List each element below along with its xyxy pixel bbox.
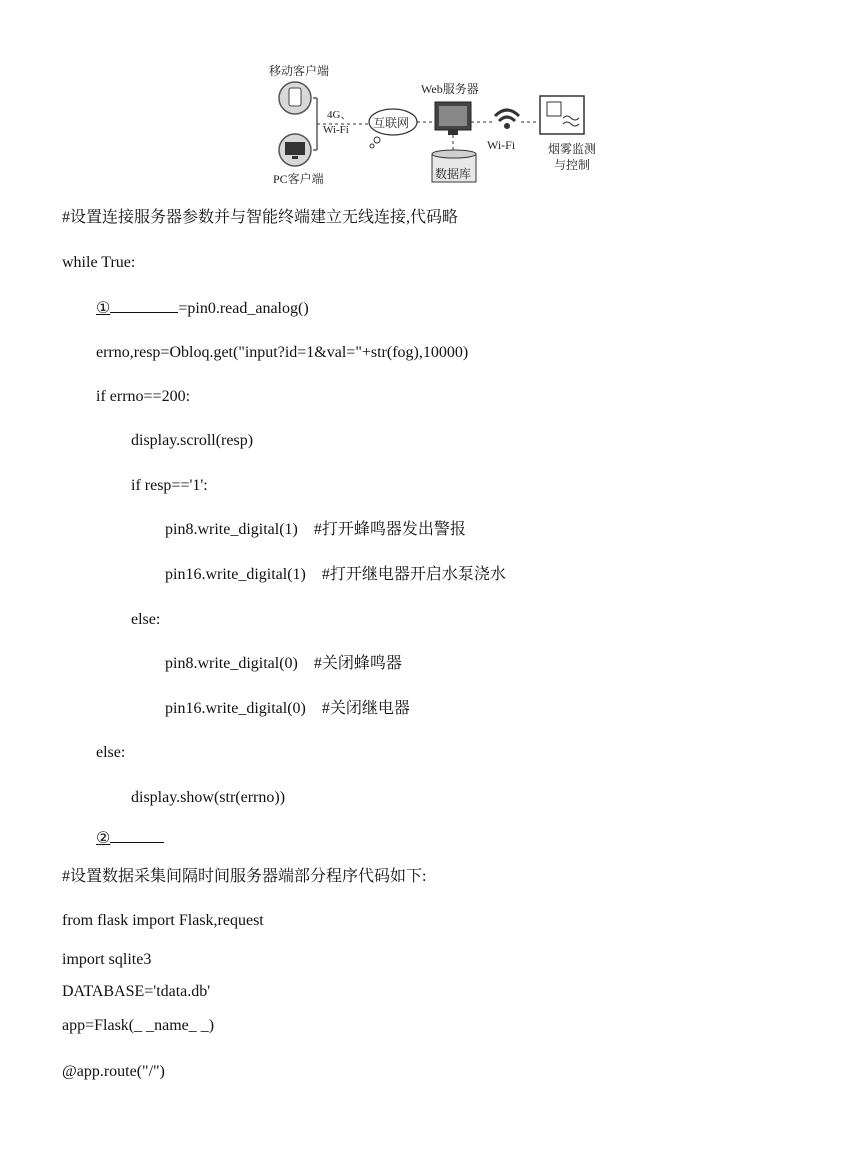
blank-underline-1 — [110, 298, 178, 313]
code-line-rest: =pin0.read_analog() — [178, 300, 309, 317]
pc-client-label: PC客户端 — [273, 172, 324, 186]
mobile-client-label: 移动客户端 — [269, 64, 330, 78]
code-line: app=Flask(_ _name_ _) — [62, 1017, 215, 1034]
internet-label: 互联网 — [373, 116, 410, 130]
code-line-blank-1 — [96, 298, 309, 319]
code-line: while True: — [62, 254, 136, 271]
link-wifi-label: Wi-Fi — [323, 124, 349, 136]
blank-underline-2 — [110, 828, 164, 843]
code-line: errno,resp=Obloq.get("input?id=1&val="+str(fog),10000) — [96, 344, 469, 361]
database-label: 数据库 — [435, 167, 472, 181]
blank-marker-2: ② — [96, 830, 111, 847]
code-line: DATABASE='tdata.db' — [62, 983, 211, 1000]
terminal-label-1: 烟雾监测 — [548, 142, 597, 156]
terminal-label-2: 与控制 — [554, 158, 591, 172]
phone-icon — [289, 88, 301, 106]
code-line: if resp=='1': — [131, 477, 208, 494]
web-server-label: Web服务器 — [421, 82, 479, 96]
comment-line: #设置数据采集间隔时间服务器端部分程序代码如下: — [62, 868, 427, 885]
code-line: pin8.write_digital(0) #关闭蜂鸣器 — [165, 655, 402, 672]
code-line-blank-2 — [96, 828, 164, 849]
code-line: else: — [131, 611, 161, 628]
code-line: display.show(str(errno)) — [131, 789, 286, 806]
code-line: pin16.write_digital(0) #关闭继电器 — [165, 700, 410, 717]
code-line: display.scroll(resp) — [131, 432, 254, 449]
code-line: import sqlite3 — [62, 951, 152, 968]
link-4g-label: 4G、 — [327, 109, 352, 121]
code-line: pin8.write_digital(1) #打开蜂鸣器发出警报 — [165, 521, 466, 538]
code-line: @app.route("/") — [62, 1063, 165, 1080]
blank-marker-1: ① — [96, 300, 111, 317]
code-line: from flask import Flask,request — [62, 912, 264, 929]
code-line: if errno==200: — [96, 388, 191, 405]
monitor-icon — [285, 142, 305, 155]
network-diagram — [265, 58, 595, 188]
comment-line: #设置连接服务器参数并与智能终端建立无线连接,代码略 — [62, 209, 459, 226]
wifi-icon — [495, 110, 519, 129]
wifi-label: Wi-Fi — [487, 138, 516, 152]
code-line: else: — [96, 744, 126, 761]
code-line: pin16.write_digital(1) #打开继电器开启水泵浇水 — [165, 566, 506, 583]
